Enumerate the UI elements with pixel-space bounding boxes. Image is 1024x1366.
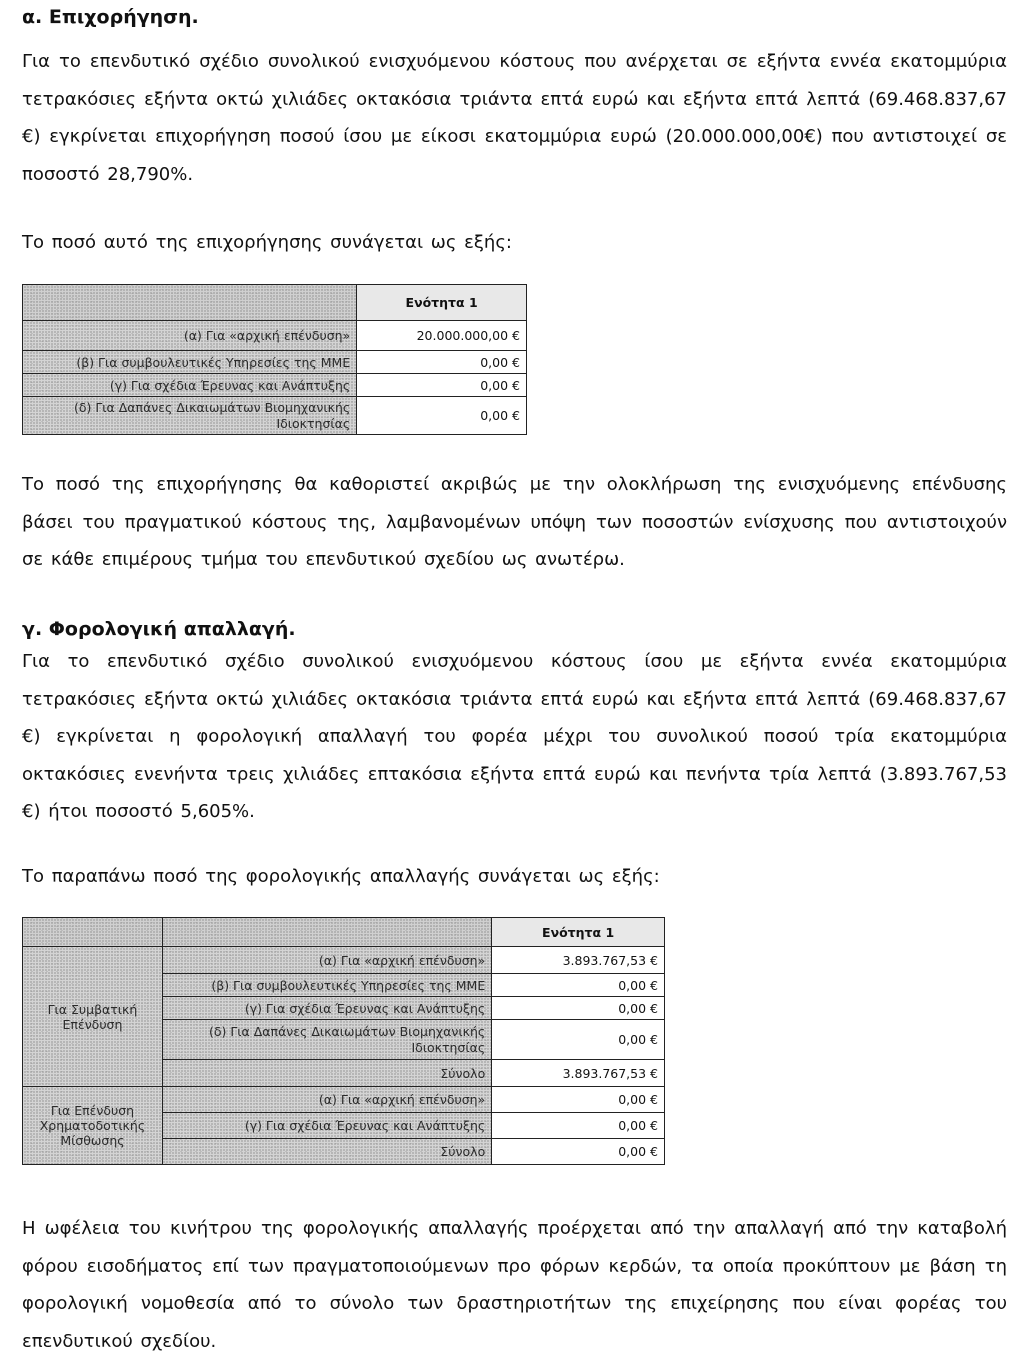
tax-row-value: 0,00 € [492, 997, 665, 1020]
section-a-intro: Το ποσό αυτό της επιχορήγησης συνάγεται ως εξής: [22, 232, 512, 253]
grant-row-label: (γ) Για σχέδια Έρευνας και Ανάπτυξης [23, 374, 357, 397]
tax-row-value: 0,00 € [492, 1113, 665, 1139]
tax-row-value: 0,00 € [492, 1087, 665, 1113]
tax-row-value: 3.893.767,53 € [492, 947, 665, 974]
tax-row-label: (δ) Για Δαπάνες Δικαιωμάτων Βιομηχανικής Ιδιοκτησίας [162, 1020, 491, 1060]
grant-row-label: (δ) Για Δαπάνες Δικαιωμάτων Βιομηχανικής Ιδιοκτησίας [23, 397, 357, 435]
tax-group-label: Για Συμβατική Επένδυση [23, 947, 163, 1087]
tax-total-value: 3.893.767,53 € [492, 1060, 665, 1087]
grant-row-label: (α) Για «αρχική επένδυση» [23, 321, 357, 351]
tax-total-label: Σύνολο [162, 1060, 491, 1087]
tax-row-value: 0,00 € [492, 1020, 665, 1060]
grant-row-value: 0,00 € [357, 351, 527, 374]
tax-row-label: (α) Για «αρχική επένδυση» [162, 1087, 491, 1113]
tax-row-label: (α) Για «αρχική επένδυση» [162, 947, 491, 974]
tax-table-header: Ενότητα 1 [492, 918, 665, 947]
grant-row-value: 20.000.000,00 € [357, 321, 527, 351]
grant-table [22, 284, 527, 435]
tax-row-label: (γ) Για σχέδια Έρευνας και Ανάπτυξης [162, 997, 491, 1020]
tax-row-label: (γ) Για σχέδια Έρευνας και Ανάπτυξης [162, 1113, 491, 1139]
section-c-intro: Το παραπάνω ποσό της φορολογικής απαλλαγής συνάγεται ως εξής: [22, 866, 660, 887]
grant-row-value: 0,00 € [357, 397, 527, 435]
grant-table-corner [23, 285, 357, 321]
grant-row-label: (β) Για συμβουλευτικές Υπηρεσίες της ΜΜΕ [23, 351, 357, 374]
tax-row-value: 0,00 € [492, 974, 665, 997]
section-a-heading: α. Επιχορήγηση. [22, 6, 199, 28]
section-c-heading: γ. Φορολογική απαλλαγή. [22, 618, 296, 640]
tax-table [22, 917, 665, 1165]
grant-row-value: 0,00 € [357, 374, 527, 397]
section-a-after: Το ποσό της επιχορήγησης θα καθοριστεί ακριβώς με την ολοκλήρωση της ενισχυόμενης επένδυσης βάσει του πραγματικού κόστους της, λαμβανομένων υπόψη των ποσοστών ενίσχυσης που αντιστοιχούν σε κάθε επιμέρους τμήμα του επενδυτικού σχεδίου ως ανωτέρω. [22, 474, 1007, 570]
tax-group-label: Για Επένδυση Χρηματοδοτικής Μίσθωσης [23, 1087, 163, 1165]
section-c-after: Η ωφέλεια του κινήτρου της φορολογικής απαλλαγής προέρχεται από την απαλλαγή από την καταβολή φόρου εισοδήματος επί των πραγματοποιούμενων προ φόρων κερδών, τα οποία προκύπτουν με βάση τη φορολογική νομοθεσία από το σύνολο των δραστηριοτήτων της επιχείρησης που είναι φορέας του επενδυτικού σχεδίου. [22, 1218, 1007, 1352]
tax-row-label: (β) Για συμβουλευτικές Υπηρεσίες της ΜΜΕ [162, 974, 491, 997]
section-a-paragraph: Για το επενδυτικό σχέδιο συνολικού ενισχυόμενου κόστους που ανέρχεται σε εξήντα εννέα εκατομμύρια τετρακόσιες εξήντα οκτώ χιλιάδες οκτακόσια τριάντα επτά ευρώ και εξήντα επτά λεπτά (69.468.837,67 €) εγκρίνεται επιχορήγηση ποσού ίσου με είκοσι εκατομμύρια ευρώ (20.000.000,00€) που αντιστοιχεί σε ποσοστό 28,790%. [22, 51, 1007, 185]
grant-table-header: Ενότητα 1 [357, 285, 527, 321]
section-c-paragraph: Για το επενδυτικό σχέδιο συνολικού ενισχυόμενου κόστους ίσου με εξήντα εννέα εκατομμύρια τετρακόσιες εξήντα οκτώ χιλιάδες οκτακόσια τριάντα επτά ευρώ και εξήντα επτά λεπτά (69.468.837,67 €) εγκρίνεται η φορολογική απαλλαγή του φορέα μέχρι του συνολικού ποσού τρία εκατομμύρια οκτακόσιες ενενήντα τρεις χιλιάδες επτακόσια εξήντα επτά ευρώ και πενήντα τρία λεπτά (3.893.767,53 €) ήτοι ποσοστό 5,605%. [22, 651, 1007, 822]
tax-table-corner [162, 918, 491, 947]
tax-total-value: 0,00 € [492, 1139, 665, 1165]
tax-total-label: Σύνολο [162, 1139, 491, 1165]
tax-table-corner [23, 918, 163, 947]
